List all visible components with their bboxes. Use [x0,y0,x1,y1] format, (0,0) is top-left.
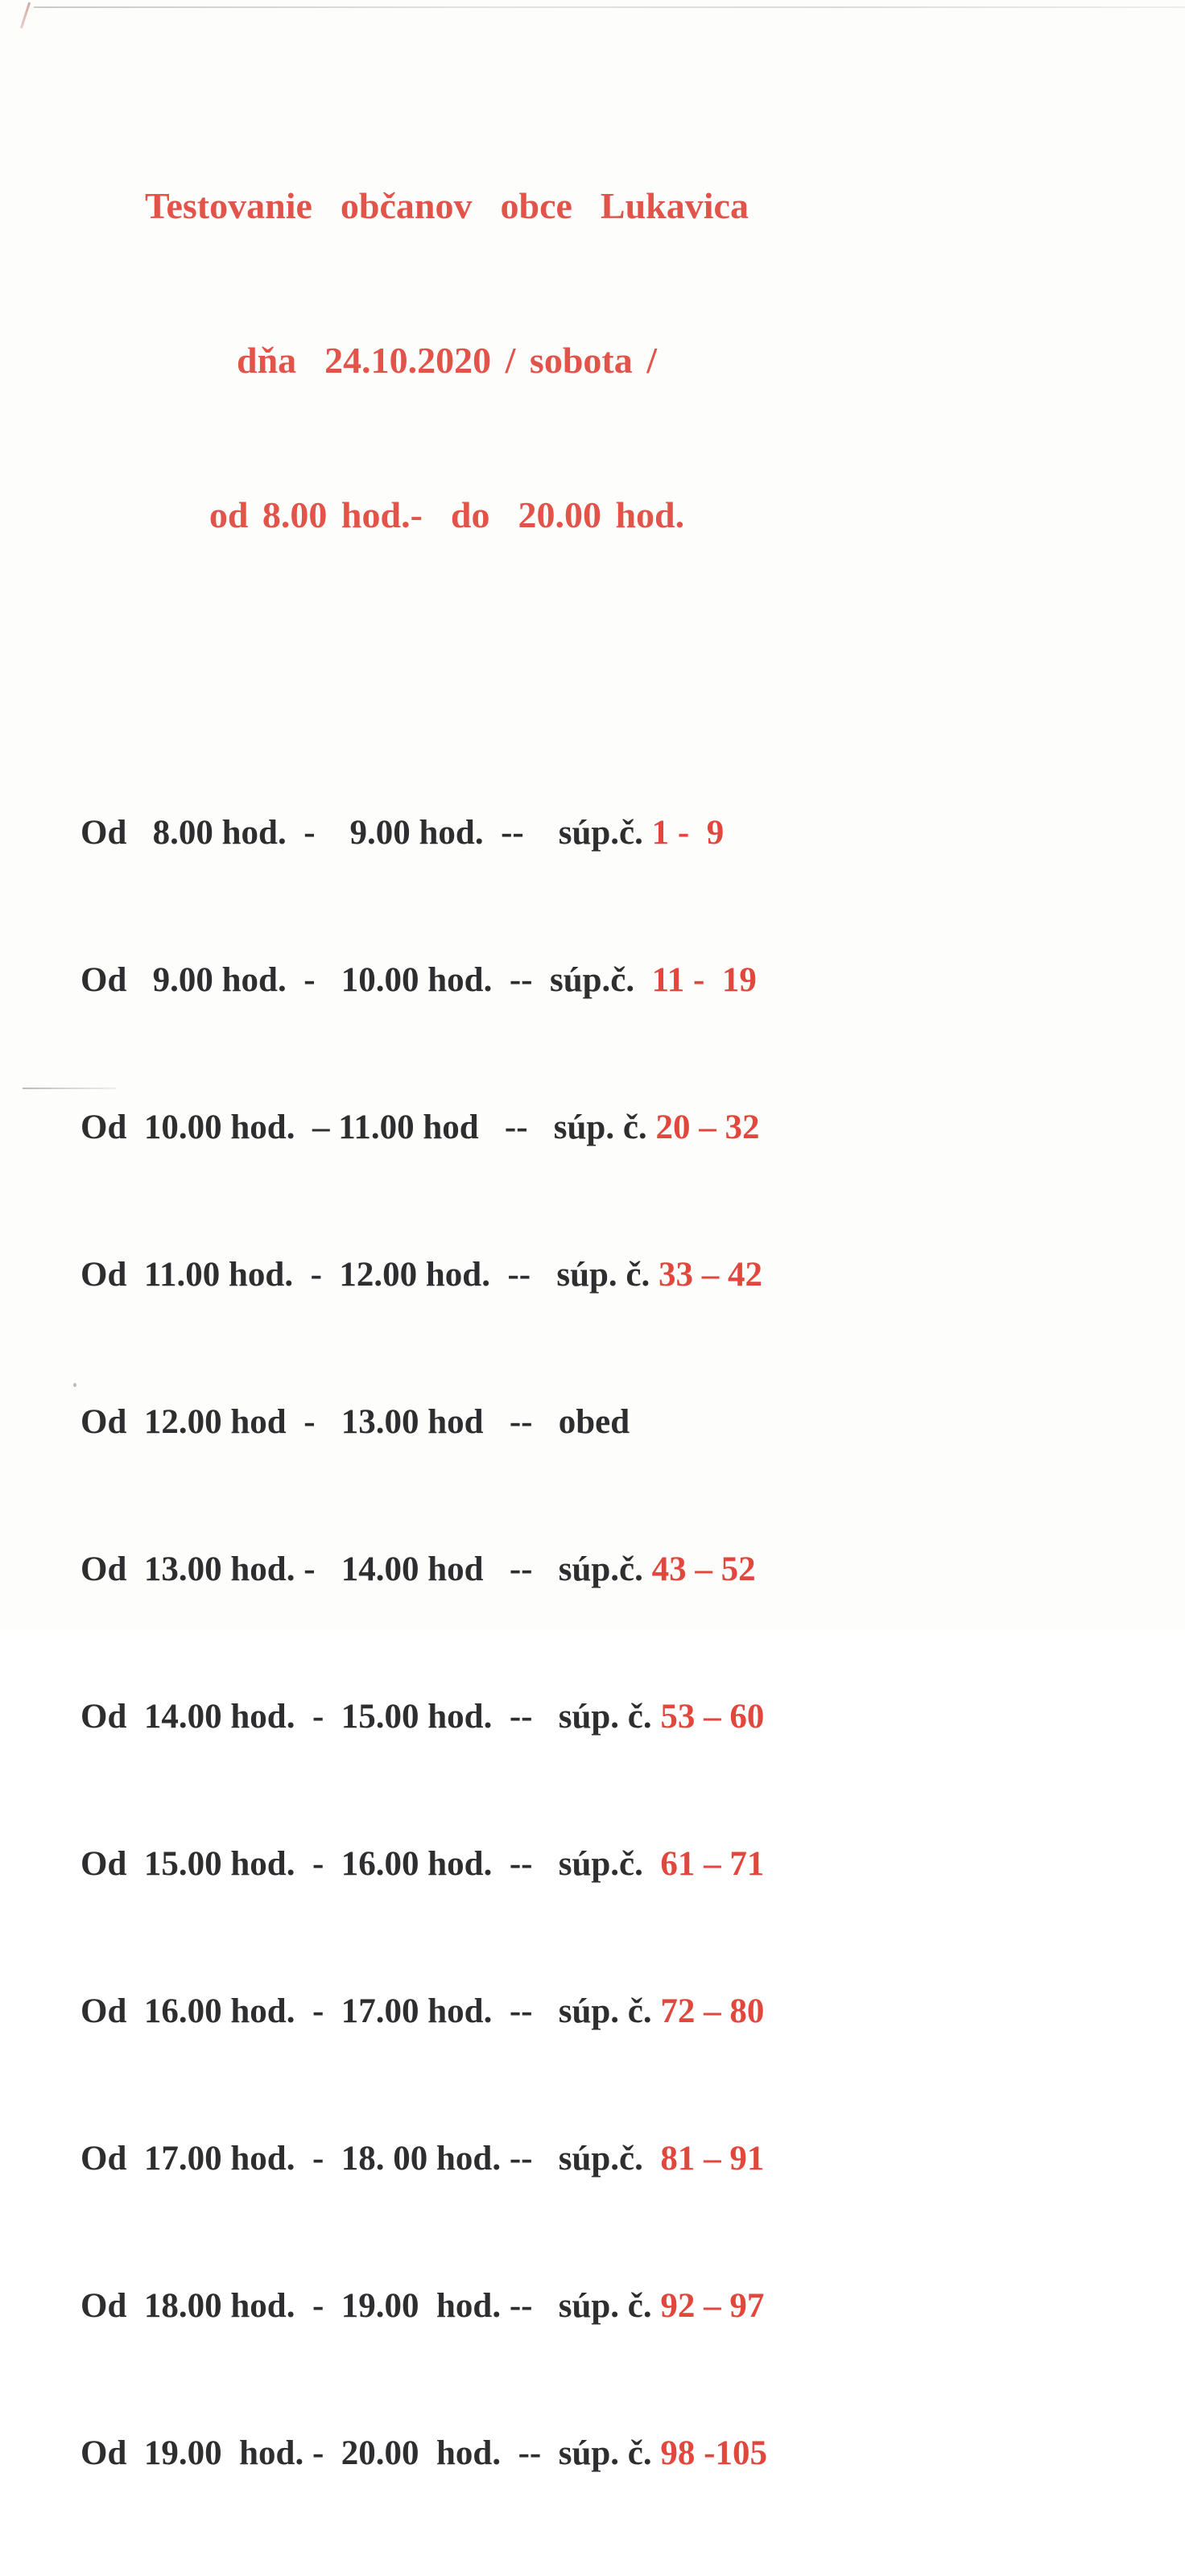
scan-artifact-corner-mark [20,2,31,28]
notice-title [81,77,813,644]
schedule-row [81,1692,813,1741]
schedule-row-range: 98 -105 [660,2434,767,2472]
title-line-event: Testovanie občanov obce Lukavica [145,185,749,226]
schedule-row-range: 53 – 60 [660,1698,765,1736]
schedule-row-label: Od 19.00 hod. - 20.00 hod. -- súp. č. [81,2434,661,2472]
schedule-row [81,1250,813,1299]
schedule-row [81,1987,813,2036]
schedule-row-range: 1 - 9 [651,814,725,852]
schedule-row [81,1545,813,1594]
schedule-row-label: Od 17.00 hod. - 18. 00 hod. -- súp.č. [81,2140,661,2178]
schedule-row-label: Od 12.00 hod - 13.00 hod -- obed [81,1403,630,1441]
schedule-row-range: 61 – 71 [660,1845,765,1883]
schedule-row-label: Od 9.00 hod. - 10.00 hod. -- súp.č. [81,961,652,999]
schedule-row-label: Od 16.00 hod. - 17.00 hod. -- súp. č. [81,1992,661,2030]
schedule-row-range: 81 – 91 [660,2140,765,2178]
schedule-list [81,710,813,2576]
schedule-row-label: Od 15.00 hod. - 16.00 hod. -- súp.č. [81,1845,661,1883]
schedule-row-range: 92 – 97 [660,2287,765,2325]
schedule-row [81,1839,813,1889]
schedule-row-label: Od 13.00 hod. - 14.00 hod -- súp.č. [81,1550,652,1588]
schedule-row [81,2134,813,2183]
schedule-row-range: 72 – 80 [660,1992,765,2030]
schedule-row-range: 43 – 52 [651,1550,756,1588]
schedule-row-range: 11 - 19 [651,961,757,999]
schedule-row-label: Od 14.00 hod. - 15.00 hod. -- súp. č. [81,1698,661,1736]
schedule-row [81,956,813,1005]
schedule-row-label: Od 11.00 hod. - 12.00 hod. -- súp. č. [81,1256,659,1294]
schedule-row-range: 20 – 32 [655,1108,760,1146]
schedule-row-label: Od 18.00 hod. - 19.00 hod. -- súp. č. [81,2287,661,2325]
schedule-row [81,1103,813,1152]
notice-content [81,0,813,2576]
schedule-row-label: Od 8.00 hod. - 9.00 hod. -- súp.č. [81,814,652,852]
schedule-row [81,2281,813,2330]
title-line-date: dňa 24.10.2020 / sobota / [236,340,658,381]
title-line-hours: od 8.00 hod.- do 20.00 hod. [209,494,685,535]
schedule-row [81,808,813,857]
schedule-row-label: Od 10.00 hod. – 11.00 hod -- súp. č. [81,1108,656,1146]
schedule-row-lunch [81,1397,813,1447]
schedule-row [81,2429,813,2478]
schedule-row-range: 33 – 42 [659,1256,763,1294]
scan-artifact-speck [73,1383,76,1387]
